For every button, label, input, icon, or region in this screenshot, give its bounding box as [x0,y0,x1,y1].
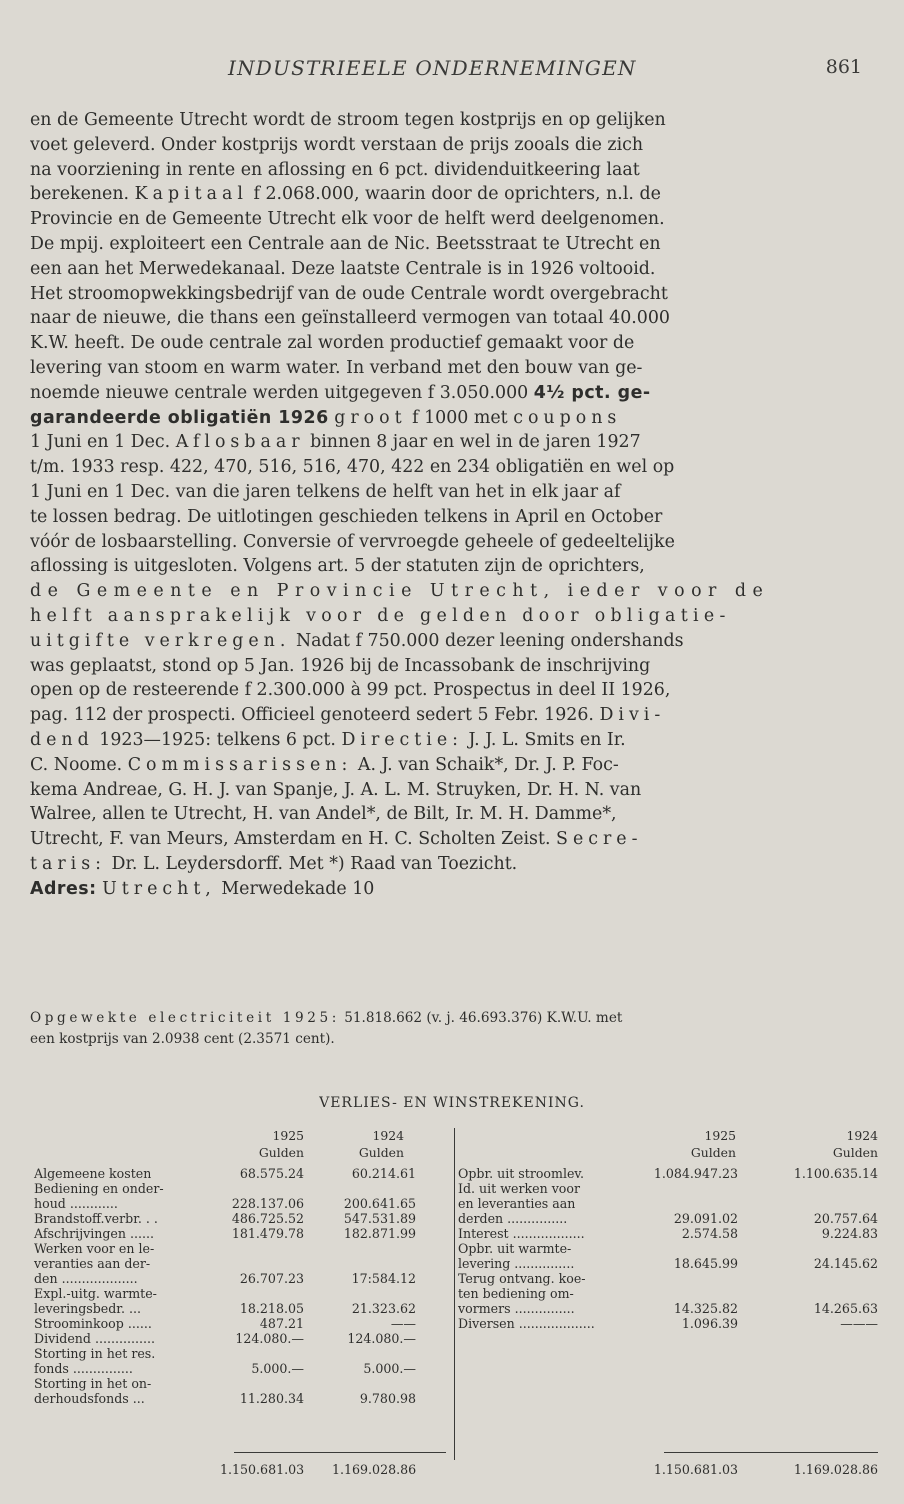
credit-value-1924: 24.145.62 [813,1256,878,1271]
debit-row-label: Afschrijvingen ...... [34,1226,155,1241]
debit-value-1924: 200.641.65 [343,1196,416,1211]
text-line: 1 Juni en 1 Dec. van die jaren telkens de helft van het in elk jaar af [30,481,621,502]
credit-row-label: derden ............... [458,1211,568,1226]
debit-row-label: houd ............ [34,1196,118,1211]
text-line: was geplaatst, stond op 5 Jan. 1926 bij de Incassobank de inschrijving [30,655,651,676]
text-line: Walree, allen te Utrecht, H. van Andel*, de Bilt, Ir. M. H. Damme*, [30,804,617,825]
production-label: Opgewekte electriciteit 1925: [30,1010,340,1026]
electricity-production [30,1008,876,1050]
credit-year-1925: 1925 [704,1128,736,1143]
bond-heading: 4½ pct. ge- [533,382,651,403]
credit-unit-1925: Gulden [690,1145,736,1160]
debit-row-label: Dividend ............... [34,1331,156,1346]
spaced-heading-dividend: dend [30,729,94,750]
text-line [30,381,876,406]
debit-value-1925: 18.218.05 [239,1301,304,1316]
text-span: noemde nieuwe centrale werden uitgegeven f 3.050.000 [30,382,529,403]
debit-value-1925: 486.725.52 [231,1211,304,1226]
text-span: 1923—1925: telkens 6 pct. [99,729,336,750]
spaced-heading-dividend: Divi- [599,705,666,726]
spaced-text: Utrecht, [102,878,216,899]
text-span: Nadat f 750.000 dezer leening ondershands [295,630,684,651]
address-heading: Adres: [30,878,97,899]
credit-row-label: Opbr. uit stroomlev. [458,1166,585,1181]
spaced-text-line: helft aansprakelijk voor de gelden door obligatie- [30,605,731,626]
text-line [30,629,876,654]
spaced-heading-secretaris: Secre- [556,829,643,850]
debit-value-1924: 5.000.— [363,1361,416,1376]
credit-value-1925: 14.325.82 [673,1301,738,1316]
text-span: 1 Juni en 1 Dec. [30,432,171,453]
text-line [30,877,876,902]
text-span: Merwedekade 10 [221,878,375,899]
text-line: K.W. heeft. De oude centrale zal worden productief gemaakt voor de [30,333,635,354]
debit-value-1924: 60.214.61 [351,1166,416,1181]
spaced-heading-commissarissen: Commissarissen: [127,754,353,775]
text-span: A. J. van Schaik*, Dr. J. P. Foc- [357,754,619,775]
text-line: kema Andreae, G. H. J. van Spanje, J. A. L. M. Struyken, Dr. H. N. van [30,779,642,800]
credit-value-1924: 20.757.64 [813,1211,878,1226]
text-line: De mpij. exploiteert een Centrale aan de Nic. Beetsstraat te Utrecht en [30,233,661,254]
text-line: vóór de losbaarstelling. Conversie of vervroegde geheele of gedeeltelijke [30,531,675,552]
debit-value-1925: 5.000.— [251,1361,304,1376]
text-line [30,182,876,207]
text-span: Dr. L. Leydersdorff. Met *) Raad van Toezicht. [111,853,518,874]
credit-year-1924: 1924 [846,1128,878,1143]
spaced-heading-aflosbaar: Aflosbaar [175,432,305,453]
credit-row-label: Id. uit werken voor [458,1181,580,1196]
text-line: en de Gemeente Utrecht wordt de stroom tegen kostprijs en op gelijken [30,110,666,130]
text-line [30,406,876,431]
debit-value-1924: 124.080.— [347,1331,416,1346]
credit-total-1924: 1.169.028.86 [793,1462,878,1477]
debit-unit-1925: Gulden [258,1145,304,1160]
credit-value-1925: 2.574.58 [681,1226,738,1241]
text-span: f 2.068.000, waarin door de oprichters, n.l. de [253,184,661,205]
text-span: J. J. L. Smits en Ir. [468,729,626,750]
debit-value-1925: 487.21 [259,1316,304,1331]
debit-row-label: derhoudsfonds ... [34,1391,145,1406]
running-header [0,50,904,84]
credit-value-1925: 18.645.99 [673,1256,738,1271]
debit-value-1924: —— [390,1316,416,1331]
text-line [30,1008,876,1029]
spaced-heading-kapitaal: Kapitaal [134,184,248,205]
text-line: een aan het Merwedekanaal. Deze laatste Centrale is in 1926 voltooid. [30,258,656,279]
debit-year-1924: 1924 [372,1128,404,1143]
credit-value-1924: 1.100.635.14 [793,1166,878,1181]
debit-value-1924: 17:584.12 [351,1271,416,1286]
debit-row-label: Werken voor en le- [34,1241,155,1256]
text-line [30,703,876,728]
debit-value-1925: 124.080.— [235,1331,304,1346]
credit-value-1925: 29.091.02 [673,1211,738,1226]
debit-value-1925: 228.137.06 [231,1196,304,1211]
text-line: aflossing is uitgesloten. Volgens art. 5 der statuten zijn de oprichters, [30,556,645,577]
debit-value-1924: 9.780.98 [359,1391,416,1406]
page-number: 861 [825,56,862,78]
credit-row-label: Diversen ................... [458,1316,595,1331]
spaced-heading-directie: Directie: [341,729,463,750]
text-span: C. Noome. [30,754,123,775]
credit-row-label: Opbr. uit warmte- [458,1241,572,1256]
debit-row-label: Algemeene kosten [34,1166,152,1181]
text-line [30,728,876,753]
text-line: te lossen bedrag. De uitlotingen geschieden telkens in April en October [30,506,663,527]
debit-row-label: leveringsbedr. ... [34,1301,141,1316]
profit-loss-table [34,1128,880,1490]
company-description [30,108,876,902]
credit-total-1925: 1.150.681.03 [653,1462,738,1477]
bond-heading: garandeerde obligatiën 1926 [30,407,329,428]
debit-row-label: Expl.-uitg. warmte- [34,1286,157,1301]
debit-row-label: Stroominkoop ...... [34,1316,152,1331]
debit-value-1925: 11.280.34 [239,1391,304,1406]
debit-value-1924: 182.871.99 [343,1226,416,1241]
credit-row-label: en leveranties aan [458,1196,576,1211]
credit-row-label: Terug ontvang. koe- [458,1271,586,1286]
text-line: voet geleverd. Onder kostprijs wordt verstaan de prijs zooals die zich [30,134,644,155]
running-title: INDUSTRIEELE ONDERNEMINGEN [228,56,637,80]
text-span: berekenen. [30,184,130,205]
text-span: Utrecht, F. van Meurs, Amsterdam en H. C. Scholten Zeist. [30,829,551,850]
debit-row-label: den ................... [34,1271,138,1286]
text-span: binnen 8 jaar en wel in de jaren 1927 [310,432,641,453]
credit-value-1924: 14.265.63 [813,1301,878,1316]
debit-total-rule [234,1452,446,1453]
text-line: Het stroomopwekkingsbedrijf van de oude Centrale wordt overgebracht [30,283,668,304]
debit-total-1925: 1.150.681.03 [220,1462,305,1477]
debit-value-1924: 547.531.89 [343,1211,416,1226]
spaced-text: uitgifte verkregen. [30,630,291,651]
credit-value-1925: 1.096.39 [681,1316,738,1331]
column-divider [454,1128,455,1460]
spaced-text: coupons [513,407,622,428]
text-span: f 1000 met [412,407,508,428]
text-line: een kostprijs van 2.0938 cent (2.3571 cent). [30,1031,335,1047]
debit-row-label: Storting in het res. [34,1346,156,1361]
text-line: Provincie en de Gemeente Utrecht elk voor de helft werd deelgenomen. [30,209,665,230]
debit-row-label: Brandstoff.verbr. . . [34,1211,158,1226]
debit-unit-1924: Gulden [358,1145,404,1160]
spaced-heading-secretaris: taris: [30,853,107,874]
debit-row-label: Bediening en onder- [34,1181,164,1196]
debit-value-1925: 68.575.24 [239,1166,304,1181]
debit-year-1925: 1925 [272,1128,304,1143]
text-line: levering van stoom en warm water. In verband met den bouw van ge- [30,357,643,378]
debit-total-1924: 1.169.028.86 [332,1462,417,1477]
text-line [30,827,876,852]
production-value: 51.818.662 (v. j. 46.693.376) K.W.U. met [344,1010,623,1026]
text-span: pag. 112 der prospecti. Officieel genoteerd sedert 5 Febr. 1926. [30,705,594,726]
text-line [30,430,876,455]
debit-row-label: fonds ............... [34,1361,133,1376]
table-title: VERLIES- EN WINSTREKENING. [319,1095,585,1111]
text-line [30,852,876,877]
text-line: open op de resteerende f 2.300.000 à 99 pct. Prospectus in deel II 1926, [30,680,671,701]
credit-value-1924: 9.224.83 [821,1226,878,1241]
debit-value-1925: 26.707.23 [239,1271,304,1286]
debit-row-label: veranties aan der- [34,1256,151,1271]
credit-row-label: ten bediening om- [458,1286,574,1301]
debit-row-label: Storting in het on- [34,1376,152,1391]
debit-value-1924: 21.323.62 [351,1301,416,1316]
spaced-text: groot [334,407,407,428]
text-line: t/m. 1933 resp. 422, 470, 516, 516, 470, 422 en 234 obligatiën en wel op [30,457,675,478]
debit-value-1925: 181.479.78 [231,1226,304,1241]
text-line [30,753,876,778]
credit-row-label: levering ............... [458,1256,575,1271]
credit-total-rule [664,1452,878,1453]
spaced-text-line: de Gemeente en Provincie Utrecht, ieder voor de [30,581,770,602]
credit-value-1924: ——— [840,1316,878,1331]
text-line: na voorziening in rente en aflossing en 6 pct. dividenduitkeering laat [30,159,640,180]
credit-row-label: vormers ............... [458,1301,575,1316]
credit-unit-1924: Gulden [832,1145,878,1160]
credit-row-label: Interest .................. [458,1226,585,1241]
text-line: naar de nieuwe, die thans een geïnstalleerd vermogen van totaal 40.000 [30,308,670,329]
credit-value-1925: 1.084.947.23 [653,1166,738,1181]
